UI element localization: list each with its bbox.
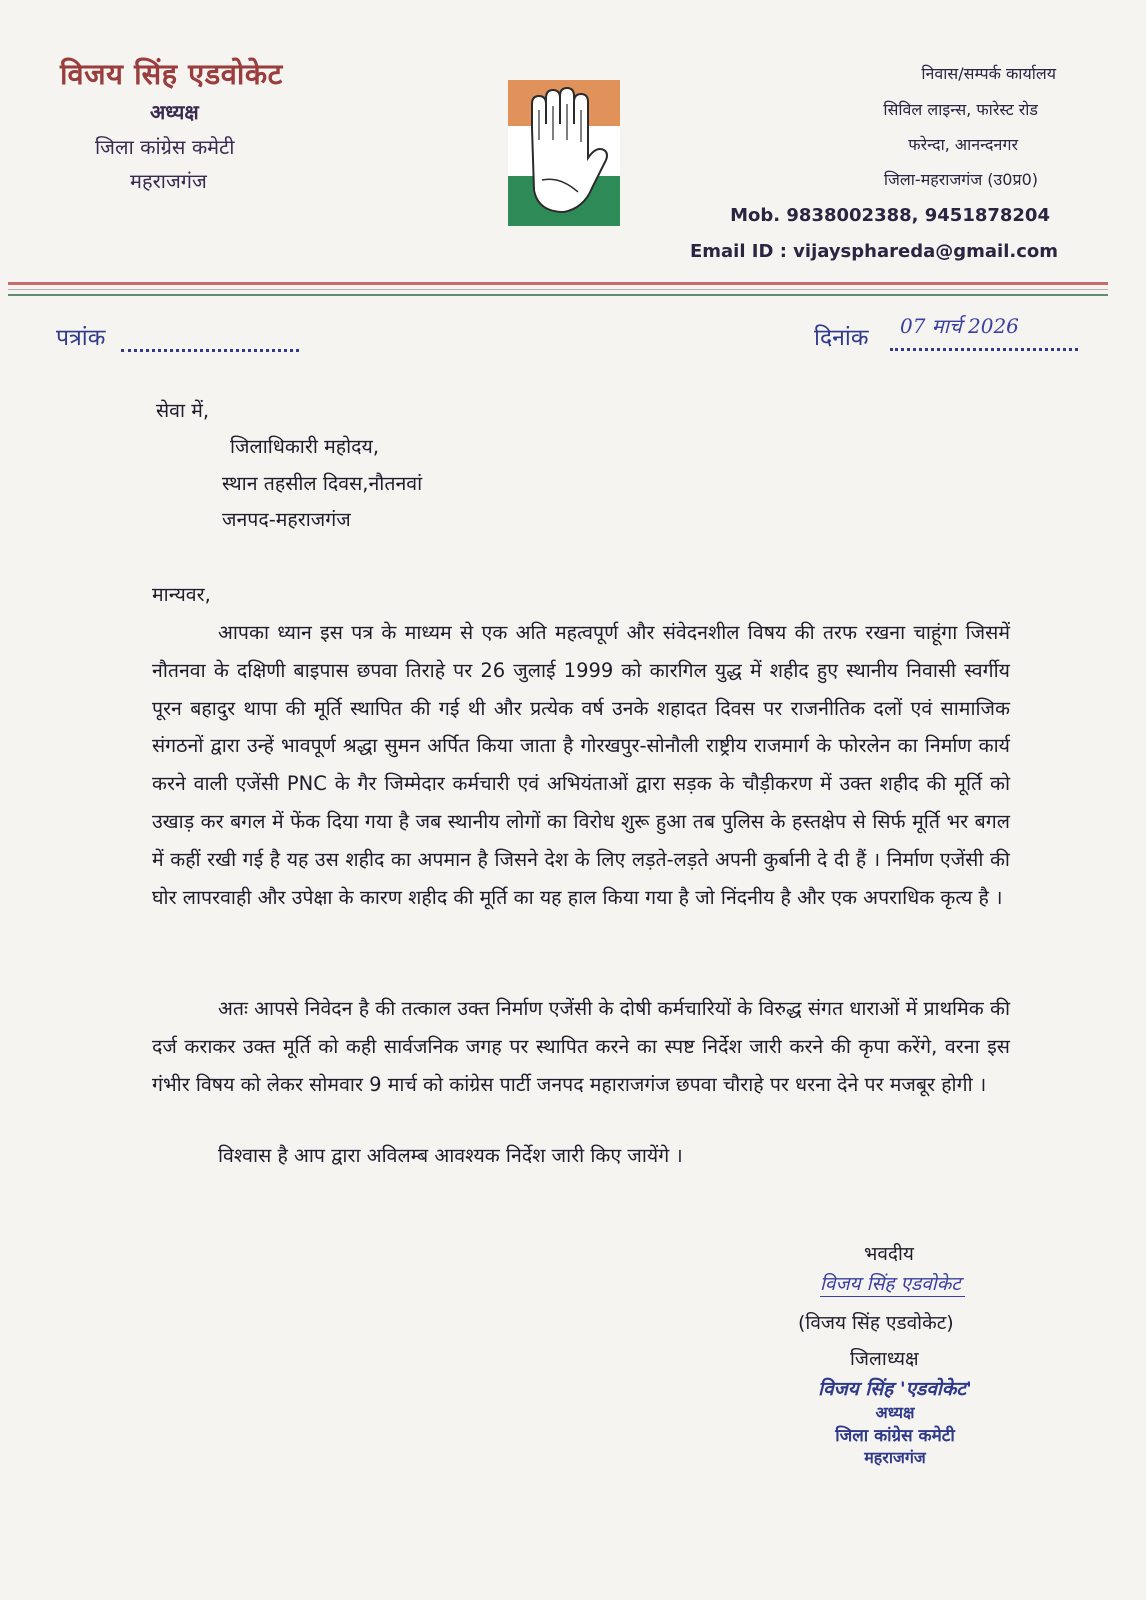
- addressee-line-2: स्थान तहसील दिवस,नौतनवां: [222, 472, 423, 495]
- dinank-label: दिनांक: [814, 325, 869, 351]
- congress-hand-logo: [508, 80, 620, 226]
- address-line-1: सिविल लाइन्स, फारेस्ट रोड: [883, 100, 1038, 119]
- signatory-title: जिलाध्यक्ष: [850, 1348, 919, 1370]
- letterhead-committee: जिला कांग्रेस कमेटी: [95, 135, 235, 159]
- patrank-field: [56, 320, 299, 352]
- office-stamp: [790, 1375, 1000, 1468]
- stamp-name: विजय सिंह 'एडवोकेट': [818, 1378, 972, 1400]
- signatory-name: (विजय सिंह एडवोकेट): [798, 1312, 954, 1334]
- mobile-numbers: Mob. 9838002388, 9451878204: [730, 205, 1050, 226]
- handwritten-date: 07 मार्च 2026: [900, 314, 1019, 338]
- divider-red: [8, 282, 1108, 285]
- salutation-to: सेवा में,: [156, 399, 210, 422]
- body-paragraph-2: अतः आपसे निवेदन है की तत्काल उक्त निर्माण एजेंसी के दोषी कर्मचारियों के विरुद्ध संगत धाराओं में प्राथमिक की दर्ज कराकर उक्त मूर्ति को कही सार्वजनिक जगह पर स्थापित करने का स्पष्ट निर्देश जारी करने की कृपा करेंगे, वरना इस गंभीर विषय को लेकर सोमवार 9 मार्च को कांग्रेस पार्टी जनपद महाराजगंज छपवा चौराहे पर धरना देने पर मजबूर होगी ।: [152, 997, 1010, 1096]
- stamp-district: महराजगंज: [864, 1448, 926, 1467]
- addressee-line-3: जनपद-महराजगंज: [222, 508, 351, 531]
- handwritten-signature: विजय सिंह एडवोकेट: [820, 1270, 965, 1297]
- office-title: निवास/सम्पर्क कार्यालय: [921, 64, 1056, 83]
- patrank-label: पत्रांक: [56, 325, 106, 351]
- email-address: Email ID : vijaysphareda@gmail.com: [689, 241, 1058, 262]
- dinank-field: [814, 320, 869, 352]
- address-line-3: जिला-महराजगंज (उ0प्र0): [883, 170, 1038, 189]
- addressee-line-1: जिलाधिकारी महोदय,: [230, 435, 380, 458]
- letterhead-district: महराजगंज: [130, 169, 207, 193]
- body-paragraph-1: आपका ध्यान इस पत्र के माध्यम से एक अति महत्वपूर्ण और संवेदनशील विषय की तरफ रखना चाहूंगा जिसमें नौतनवा के दक्षिणी बाइपास छपवा तिराहे पर 26 जुलाई 1999 को कारगिल युद्ध में शहीद हुए स्थानीय निवासी स्वर्गीय पूरन बहादुर थापा की मूर्ति स्थापित की गई थी और प्रत्येक वर्ष उनके शहादत दिवस पर राजनीतिक दलों एवं सामाजिक संगठनों द्वारा उन्हें भावपूर्ण श्रद्धा सुमन अर्पित किया जाता है गोरखपुर-सोनौली राष्ट्रीय राजमार्ग के फोरलेन का निर्माण कार्य करने वाली एजेंसी PNC के गैर जिम्मेदार कर्मचारी एवं अभियंताओं द्वारा सड़क के चौड़ीकरण में उक्त शहीद की मूर्ति को उखाड़ कर बगल में फेंक दिया गया है जब स्थानीय लोगों का विरोध शुरू हुआ तब पुलिस के हस्तक्षेप से सिर्फ मूर्ति भर बगल में कहीं रखी गई है यह उस शहीद का अपमान है जिसने देश के लिए लड़ते-लड़ते अपनी कुर्बानी दे दी हैं । निर्माण एजेंसी की घोर लापरवाही और उपेक्षा के कारण शहीद की मूर्ति का यह हाल किया गया है जो निंदनीय है और एक अपराधिक कृत्य है ।: [152, 621, 1010, 909]
- divider-gray: [8, 289, 1108, 290]
- body-paragraph-3: विश्वास है आप द्वारा अविलम्ब आवश्यक निर्देश जारी किए जायेंगे ।: [218, 1144, 683, 1167]
- letterhead-designation: अध्यक्ष: [150, 100, 199, 124]
- stamp-designation: अध्यक्ष: [875, 1403, 915, 1422]
- divider-green: [8, 294, 1108, 296]
- stamp-committee: जिला कांग्रेस कमेटी: [835, 1426, 955, 1446]
- patrank-dots: [121, 335, 299, 352]
- address-line-2: फरेन्दा, आनन्दनगर: [908, 135, 1018, 154]
- closing-bhavdiya: भवदीय: [864, 1243, 914, 1265]
- letterhead-name: विजय सिंह एडवोकेट: [60, 57, 283, 91]
- greeting: मान्यवर,: [152, 583, 211, 606]
